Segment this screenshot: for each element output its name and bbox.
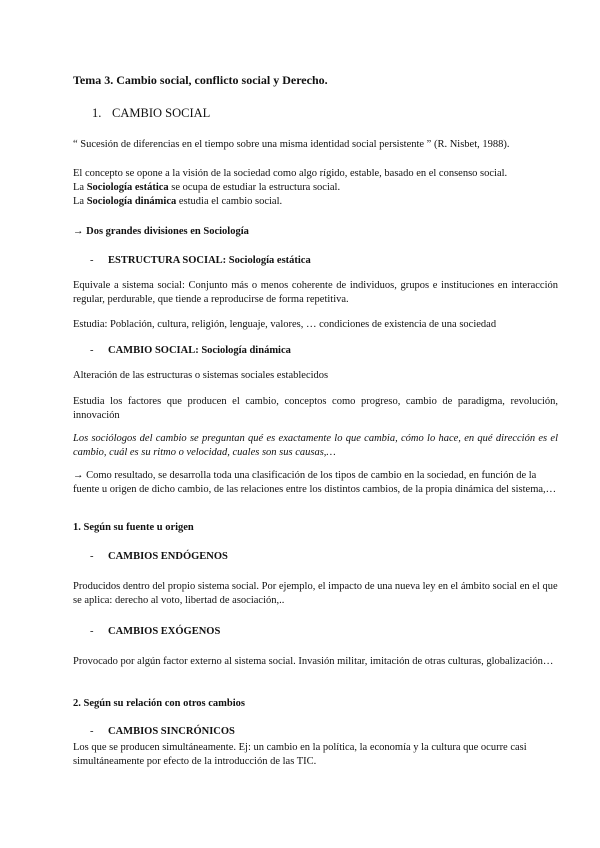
subheading-relacion: 2. Según su relación con otros cambios	[73, 698, 245, 709]
nisbet-quote: “ Sucesión de diferencias en el tiempo sobre una misma identidad social persistente ” (R. Nisbet, 1988).	[73, 139, 510, 150]
sociologos-paragraph: Los sociólogos del cambio se preguntan qué es exactamente lo que cambia, cómo lo hace, en qué dirección es el cambio, cuál es su ritmo o velocidad, cuales son sus causas,…	[73, 433, 558, 458]
bullet-cambio-social	[73, 344, 558, 358]
subheading-fuente: 1. Según su fuente u origen	[73, 522, 194, 533]
document-title: Tema 3. Cambio social, conflicto social y Derecho.	[73, 73, 328, 87]
exogenos-paragraph: Provocado por algún factor externo al sistema social. Invasión militar, imitación de otras culturas, globalización…	[73, 656, 554, 667]
bullet-estructura-social	[73, 254, 558, 268]
static-pre: La	[73, 182, 87, 193]
bullet-dash: -	[90, 255, 94, 266]
static-sociology-line	[73, 181, 558, 195]
bullet-label: CAMBIOS SINCRÓNICOS	[108, 726, 235, 737]
bullet-dash: -	[90, 726, 94, 737]
section-number: 1.	[92, 106, 102, 120]
section-label: CAMBIO SOCIAL	[112, 106, 211, 120]
bullet-label: ESTRUCTURA SOCIAL: Sociología estática	[108, 255, 311, 266]
static-post: se ocupa de estudiar la estructura social.	[168, 182, 341, 193]
dynamic-sociology-line	[73, 195, 558, 209]
concept-paragraph: El concepto se opone a la visión de la sociedad como algo rígido, estable, basado en el consenso social.	[73, 168, 508, 179]
bullet-label: CAMBIOS ENDÓGENOS	[108, 551, 228, 562]
bullet-dash: -	[90, 345, 94, 356]
divisions-heading: → Dos grandes divisiones en Sociología	[73, 226, 249, 237]
bullet-dash: -	[90, 551, 94, 562]
dynamic-pre: La	[73, 196, 87, 207]
estudia-paragraph: Estudia: Población, cultura, religión, lenguaje, valores, … condiciones de existencia de una sociedad	[73, 319, 497, 330]
static-term: Sociología estática	[86, 182, 169, 193]
bullet-label: CAMBIOS EXÓGENOS	[108, 626, 221, 637]
bullet-endogenos	[73, 550, 558, 564]
bullet-label: CAMBIO SOCIAL: Sociología dinámica	[108, 345, 291, 356]
bullet-exogenos	[73, 625, 558, 639]
alteracion-paragraph: Alteración de las estructuras o sistemas sociales establecidos	[73, 370, 329, 381]
equivale-paragraph: Equivale a sistema social: Conjunto más o menos coherente de individuos, grupos e instituciones en interacción regular, perdurable, que tiende a reproducirse de forma repetitiva.	[73, 280, 558, 305]
bullet-sincronicos	[73, 725, 558, 739]
dynamic-term: Sociología dinámica	[86, 196, 177, 207]
bullet-dash: -	[90, 626, 94, 637]
sincronicos-paragraph: Los que se producen simultáneamente. Ej: un cambio en la política, la economía y la cultura que ocurre casi simultáneamente por efecto de la introducción de las TIC.	[73, 742, 527, 767]
factores-paragraph: Estudia los factores que producen el cambio, conceptos como progreso, cambio de paradigma, revolución, innovación	[73, 396, 558, 421]
section-heading	[73, 106, 558, 120]
resultado-paragraph: → Como resultado, se desarrolla toda una clasificación de los tipos de cambio en la sociedad, en función de la fuente u origen de dicho cambio, de las relaciones entre los distintos cambios, de la propia dinámica del sistema,…	[73, 470, 557, 495]
dynamic-post: estudia el cambio social.	[176, 196, 283, 207]
endogenos-paragraph: Producidos dentro del propio sistema social. Por ejemplo, el impacto de una nueva ley en el ámbito social en el que se aplica: derecho al voto, libertad de asociación,..	[73, 581, 558, 606]
